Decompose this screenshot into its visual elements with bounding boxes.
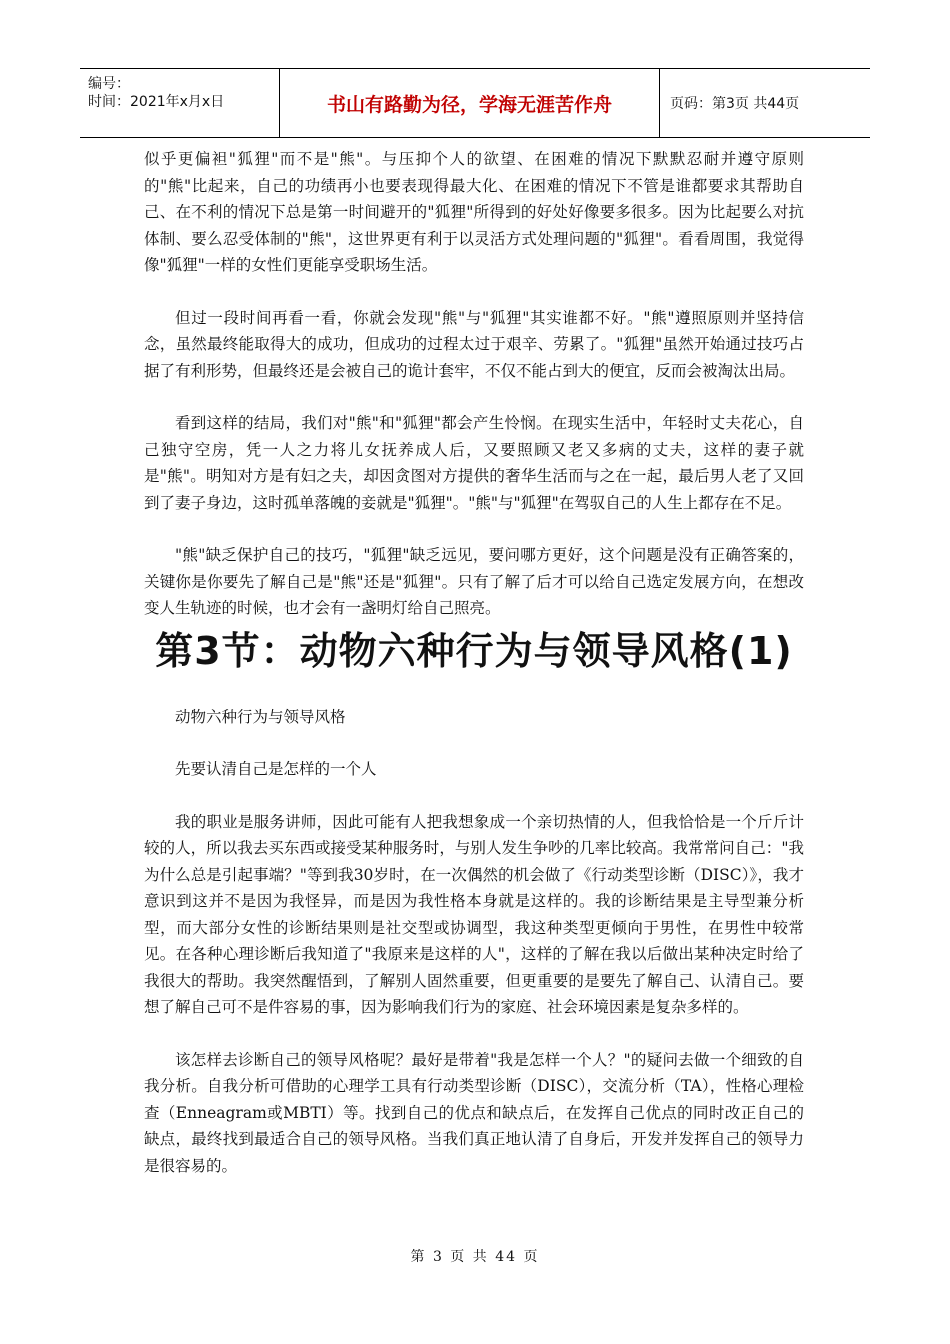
document-body xyxy=(144,146,804,1179)
paragraph: 我的职业是服务讲师，因此可能有人把我想象成一个亲切热情的人，但我恰恰是一个斤斤计较的人，所以我去买东西或接受某种服务时，与别人发生争吵的几率比较高。我常常问自己："我为什么总是引起事端？"等到我30岁时，在一次偶然的机会做了《行动类型诊断（DISC）》，我才意识到这并不是因为我怪异，而是因为我性格本身就是这样的。我的诊断结果是主导型兼分析型，而大部分女性的诊断结果则是社交型或协调型，我这种类型更倾向于男性，在男性中较常见。在各种心理诊断后我知道了"我原来是这样的人"，这样的了解在我以后做出某种决定时给了我很大的帮助。我突然醒悟到，了解别人固然重要，但更重要的是要先了解自己、认清自己。要想了解自己可不是件容易的事，因为影响我们行为的家庭、社会环境因素是复杂多样的。 xyxy=(144,812,804,1016)
header-motto: 书山有路勤为径，学海无涯苦作舟 xyxy=(280,69,660,137)
paragraph: 似乎更偏袒"狐狸"而不是"熊"。与压抑个人的欲望、在困难的情况下默默忍耐并遵守原则的"熊"比起来，自己的功绩再小也要表现得最大化、在困难的情况下不管是谁都要求其帮助自己、在不利的情况下总是第一时间避开的"狐狸"所得到的好处好像要多很多。因为比起要么对抗体制、要么忍受体制的"熊"，这世界更有利于以灵活方式处理问题的"狐狸"。看看周围，我觉得像"狐狸"一样的女性们更能享受职场生活。 xyxy=(144,150,804,274)
paragraph: "熊"缺乏保护自己的技巧，"狐狸"缺乏远见，要问哪方更好，这个问题是没有正确答案的，关键你是你要先了解自己是"熊"还是"狐狸"。只有了解了后才可以给自己选定发展方向，在想改变人生轨迹的时候，也才会有一盏明灯给自己照亮。 xyxy=(144,546,804,617)
subheading: 动物六种行为与领导风格 xyxy=(175,707,346,726)
header-meta xyxy=(80,69,280,137)
paragraph: 该怎样去诊断自己的领导风格呢？最好是带着"我是怎样一个人？"的疑问去做一个细致的自我分析。自我分析可借助的心理学工具有行动类型诊断（DISC），交流分析（TA），性格心理检查（Enneagram或MBTI）等。找到自己的优点和缺点后，在发挥自己优点的同时改正自己的缺点，最终找到最适合自己的领导风格。当我们真正地认清了自身后，开发并发挥自己的领导力是很容易的。 xyxy=(144,1050,804,1175)
paragraph: 但过一段时间再看一看，你就会发现"熊"与"狐狸"其实谁都不好。"熊"遵照原则并坚持信念，虽然最终能取得大的成功，但成功的过程太过于艰辛、劳累了。"狐狸"虽然开始通过技巧占据了有利形势，但最终还是会被自己的诡计套牢，不仅不能占到大的便宜，反而会被淘汰出局。 xyxy=(144,308,804,380)
header-page-info: 页码：第3页 共44页 xyxy=(670,96,800,112)
header-time-label: 时间：2021年x月x日 xyxy=(88,94,225,110)
subheading: 先要认清自己是怎样的一个人 xyxy=(175,760,377,778)
page-header xyxy=(80,68,870,138)
section-title: 第3节：动物六种行为与领导风格(1) xyxy=(155,628,793,673)
header-number-label: 编号： xyxy=(88,76,130,92)
paragraph: 看到这样的结局，我们对"熊"和"狐狸"都会产生怜悯。在现实生活中，年轻时丈夫花心，自己独守空房，凭一人之力将儿女抚养成人后，又要照顾又老又多病的丈夫，这样的妻子就是"熊"。明知对方是有妇之夫，却因贪图对方提供的奢华生活而与之在一起，最后男人老了又回到了妻子身边，这时孤单落魄的妾就是"狐狸"。"熊"与"狐狸"在驾驭自己的人生上都存在不足。 xyxy=(144,414,804,512)
page-footer: 第 3 页 共 44 页 xyxy=(410,1249,540,1265)
